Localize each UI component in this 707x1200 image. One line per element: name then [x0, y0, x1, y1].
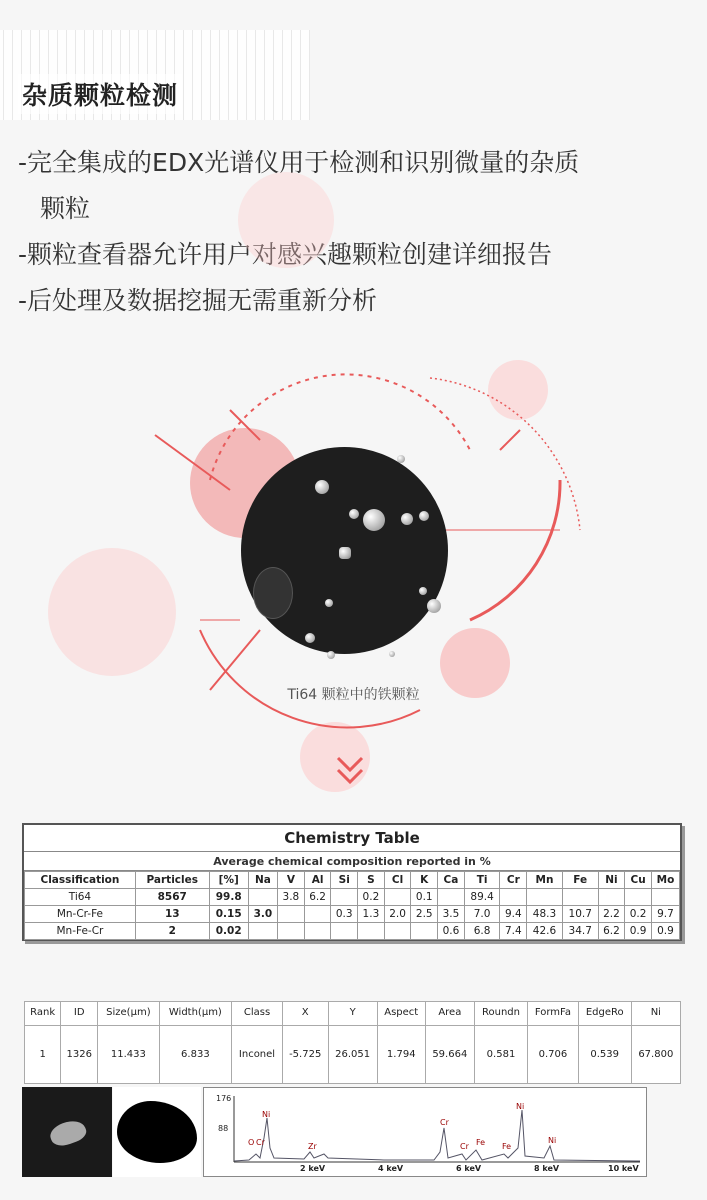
particle-cell: 1.794	[377, 1026, 425, 1084]
particle-cell: 0.581	[474, 1026, 527, 1084]
chemistry-cell	[304, 923, 331, 940]
chemistry-column-header: K	[411, 872, 438, 889]
chemistry-cell	[651, 889, 679, 906]
peak-label: Zr	[308, 1142, 317, 1151]
chemistry-cell: 6.2	[304, 889, 331, 906]
particle-column-header: Aspect	[377, 1002, 425, 1026]
x-tick-label: 6 keV	[456, 1164, 482, 1173]
peak-label: Ni	[516, 1102, 525, 1111]
feature-item: -后处理及数据挖掘无需重新分析	[18, 286, 378, 315]
y-tick-label: 176	[216, 1094, 232, 1103]
particle-header-row	[25, 1002, 681, 1026]
chemistry-row	[25, 889, 680, 906]
chemistry-column-header: [%]	[209, 872, 248, 889]
feature-item: -颗粒查看器允许用户对感兴趣颗粒创建详细报告	[18, 240, 553, 269]
dark-inclusion	[253, 567, 293, 619]
particle-column-header: Area	[425, 1002, 474, 1026]
particle-cell: 6.833	[159, 1026, 232, 1084]
chemistry-cell: 8567	[135, 889, 209, 906]
particle	[305, 633, 315, 643]
chemistry-cell: Mn-Fe-Cr	[25, 923, 136, 940]
chemistry-cell: 2.5	[411, 906, 438, 923]
chemistry-cell: 9.7	[651, 906, 679, 923]
particle	[363, 509, 385, 531]
edx-spectrum	[203, 1087, 647, 1177]
peak-label: Ni	[548, 1136, 557, 1145]
chemistry-cell: 3.0	[248, 906, 277, 923]
peak-label: Cr	[256, 1138, 265, 1147]
chemistry-cell: 2.0	[384, 906, 411, 923]
particle-cell: -5.725	[282, 1026, 328, 1084]
chemistry-cell: 42.6	[527, 923, 563, 940]
x-tick-label: 8 keV	[534, 1164, 560, 1173]
chemistry-grid	[24, 871, 680, 940]
x-tick-label: 10 keV	[608, 1164, 639, 1173]
chemistry-cell: 3.8	[278, 889, 305, 906]
chemistry-column-header: Classification	[25, 872, 136, 889]
chemistry-cell	[278, 923, 305, 940]
peak-label: Fe	[476, 1138, 486, 1147]
chemistry-column-header: Fe	[562, 872, 598, 889]
feature-item: -完全集成的EDX光谱仪用于检测和识别微量的杂质	[18, 148, 580, 177]
chemistry-cell: 6.2	[598, 923, 625, 940]
particle-cell: 0.539	[578, 1026, 631, 1084]
chemistry-cell	[384, 923, 411, 940]
chemistry-column-header: Cr	[500, 872, 527, 889]
particle-column-header: Ni	[631, 1002, 680, 1026]
chemistry-cell: 89.4	[464, 889, 500, 906]
chemistry-column-header: Na	[248, 872, 277, 889]
chemistry-cell: 2.2	[598, 906, 625, 923]
particle	[315, 480, 329, 494]
particle-graphic	[0, 330, 707, 800]
chemistry-cell	[527, 889, 563, 906]
chemistry-cell: 0.02	[209, 923, 248, 940]
particle-cell: 59.664	[425, 1026, 474, 1084]
peak-label: Fe	[502, 1142, 512, 1151]
chemistry-column-header: Mo	[651, 872, 679, 889]
particle	[419, 587, 427, 595]
chemistry-cell: 48.3	[527, 906, 563, 923]
particle	[419, 511, 429, 521]
figure-caption: Ti64 颗粒中的铁颗粒	[287, 687, 420, 703]
chemistry-column-header: Cl	[384, 872, 411, 889]
chemistry-cell: 34.7	[562, 923, 598, 940]
page-title: 杂质颗粒检测	[18, 74, 182, 114]
chemistry-column-header: Cu	[625, 872, 652, 889]
particle	[339, 547, 351, 559]
chemistry-cell: 0.3	[331, 906, 358, 923]
particle-column-header: Size(µm)	[98, 1002, 159, 1026]
chemistry-cell: 99.8	[209, 889, 248, 906]
particle-detail-table	[24, 1001, 681, 1084]
chemistry-cell	[438, 889, 465, 906]
particle-shape	[47, 1117, 88, 1150]
y-tick-label: 88	[218, 1124, 229, 1133]
particle-cell: 1326	[61, 1026, 98, 1084]
chemistry-row	[25, 906, 680, 923]
chemistry-cell: 3.5	[438, 906, 465, 923]
chemistry-cell	[625, 889, 652, 906]
chemistry-column-header: Si	[331, 872, 358, 889]
chemistry-cell: 0.2	[358, 889, 385, 906]
chemistry-column-header: Al	[304, 872, 331, 889]
chemistry-table	[22, 823, 682, 941]
chemistry-table-subtitle: Average chemical composition reported in %	[24, 852, 680, 871]
particle-column-header: X	[282, 1002, 328, 1026]
particle-cell: 26.051	[328, 1026, 377, 1084]
chemistry-cell	[358, 923, 385, 940]
chemistry-cell	[500, 889, 527, 906]
chemistry-cell	[278, 906, 305, 923]
particle	[325, 599, 333, 607]
chemistry-column-header: Mn	[527, 872, 563, 889]
chemistry-column-header: Particles	[135, 872, 209, 889]
chemistry-cell	[411, 923, 438, 940]
chemistry-column-header: S	[358, 872, 385, 889]
chemistry-cell: Ti64	[25, 889, 136, 906]
particle-row	[25, 1026, 681, 1084]
particle-column-header: Width(µm)	[159, 1002, 232, 1026]
chemistry-cell: 0.1	[411, 889, 438, 906]
particle-mask-shape	[117, 1101, 197, 1163]
feature-list	[18, 140, 688, 324]
particle-column-header: ID	[61, 1002, 98, 1026]
chemistry-column-header: Ni	[598, 872, 625, 889]
chemistry-cell	[331, 889, 358, 906]
chemistry-cell	[248, 889, 277, 906]
x-tick-label: 4 keV	[378, 1164, 404, 1173]
chemistry-cell	[304, 906, 331, 923]
chemistry-cell: 10.7	[562, 906, 598, 923]
chemistry-cell: Mn-Cr-Fe	[25, 906, 136, 923]
particle	[427, 599, 441, 613]
chemistry-cell: 0.15	[209, 906, 248, 923]
particle-column-header: EdgeRo	[578, 1002, 631, 1026]
particle-cell: 1	[25, 1026, 61, 1084]
chemistry-table-title: Chemistry Table	[24, 825, 680, 852]
chemistry-cell: 7.4	[500, 923, 527, 940]
sem-particle-image	[241, 447, 448, 654]
x-tick-label: 2 keV	[300, 1164, 326, 1173]
particle-column-header: Rank	[25, 1002, 61, 1026]
chemistry-cell: 0.9	[625, 923, 652, 940]
chemistry-cell: 0.9	[651, 923, 679, 940]
chemistry-column-header: V	[278, 872, 305, 889]
chemistry-cell: 0.2	[625, 906, 652, 923]
spectrum-plot	[204, 1088, 648, 1178]
particle	[349, 509, 359, 519]
chemistry-cell	[598, 889, 625, 906]
chemistry-column-header: Ca	[438, 872, 465, 889]
particle-grid	[24, 1001, 681, 1084]
particle-column-header: FormFa	[528, 1002, 579, 1026]
chemistry-cell: 9.4	[500, 906, 527, 923]
particle-cell: 0.706	[528, 1026, 579, 1084]
chemistry-header-row	[25, 872, 680, 889]
feature-item-continued: 颗粒	[40, 194, 91, 223]
chemistry-cell	[562, 889, 598, 906]
particle	[401, 513, 413, 525]
particle-column-header: Roundn	[474, 1002, 527, 1026]
chemistry-cell: 13	[135, 906, 209, 923]
particle	[397, 455, 405, 463]
peak-label: O	[248, 1138, 255, 1147]
chemistry-cell	[384, 889, 411, 906]
peak-label: Ni	[262, 1110, 271, 1119]
particle-mask-thumbnail	[113, 1087, 201, 1177]
particle-column-header: Class	[232, 1002, 283, 1026]
particle	[327, 651, 335, 659]
chemistry-cell: 7.0	[464, 906, 500, 923]
peak-label: Cr	[440, 1118, 449, 1127]
chemistry-cell	[331, 923, 358, 940]
chemistry-cell: 0.6	[438, 923, 465, 940]
particle-cell: Inconel	[232, 1026, 283, 1084]
chemistry-cell: 2	[135, 923, 209, 940]
peak-label: Cr	[460, 1142, 469, 1151]
chemistry-row	[25, 923, 680, 940]
chemistry-column-header: Ti	[464, 872, 500, 889]
particle-cell: 11.433	[98, 1026, 159, 1084]
particle-bse-thumbnail	[22, 1087, 112, 1177]
chemistry-cell: 1.3	[358, 906, 385, 923]
particle-column-header: Y	[328, 1002, 377, 1026]
particle	[389, 651, 395, 657]
chemistry-cell: 6.8	[464, 923, 500, 940]
decor-circle	[238, 172, 334, 268]
particle-cell: 67.800	[631, 1026, 680, 1084]
chemistry-cell	[248, 923, 277, 940]
